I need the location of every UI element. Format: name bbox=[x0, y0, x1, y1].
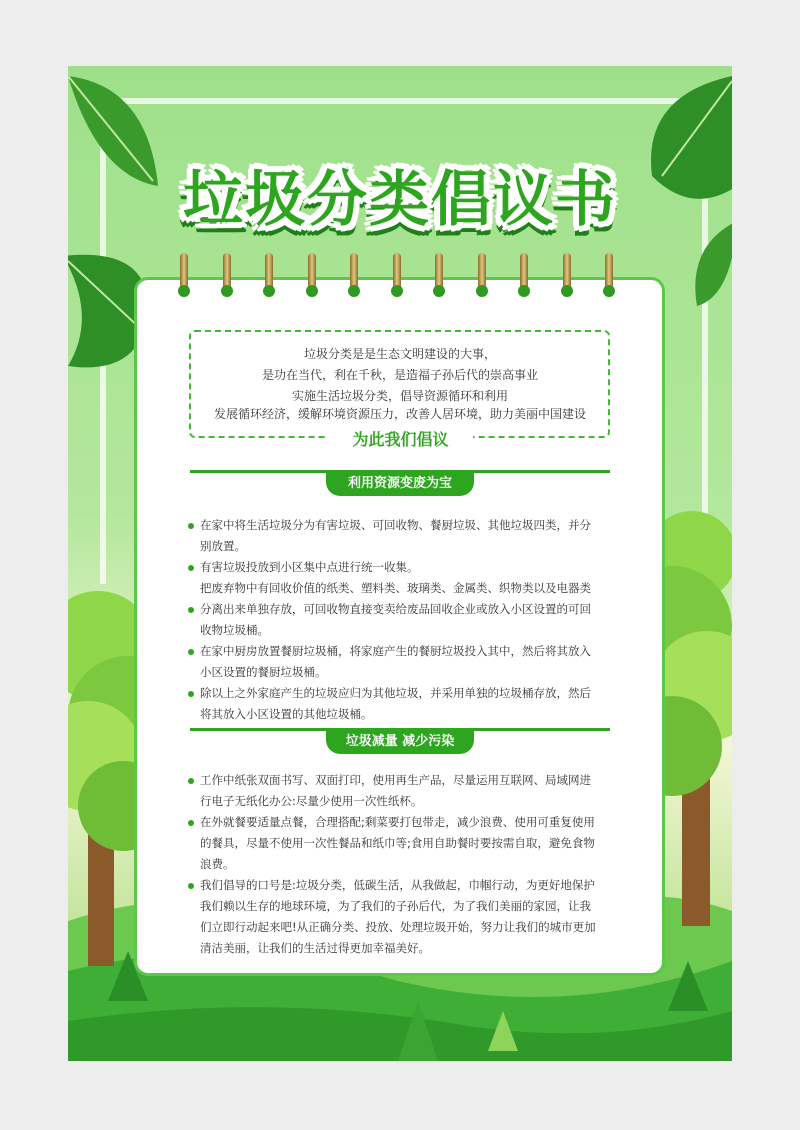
list-item-line: 我们赖以生存的地球环境，为了我们的子孙后代，为了我们美丽的家园，让我 bbox=[200, 899, 591, 913]
bullet-icon bbox=[188, 883, 194, 889]
binder-ring bbox=[520, 253, 528, 293]
list-item-line: 行电子无纸化办公:尽量少使用一次性纸杯。 bbox=[200, 794, 423, 808]
intro-line: 发展循环经济，缓解环境资源压力，改善人居环境，助力美丽中国建设 bbox=[213, 407, 586, 421]
binder-ring bbox=[435, 253, 443, 293]
binder-ring bbox=[308, 253, 316, 293]
list-item-line: 收物垃圾桶。 bbox=[200, 623, 269, 637]
bullet-icon bbox=[188, 607, 194, 613]
intro-line: 实施生活垃圾分类，倡导资源循环和利用 bbox=[291, 389, 508, 403]
list-item-line: 清洁美丽，让我们的生活过得更加幸福美好。 bbox=[200, 941, 430, 955]
section-heading: 利用资源变废为宝 bbox=[326, 472, 474, 496]
binder-ring bbox=[265, 253, 273, 293]
list-item-line: 浪费。 bbox=[200, 857, 235, 871]
list-item-line: 别放置。 bbox=[200, 539, 246, 553]
bullet-icon bbox=[188, 691, 194, 697]
binder-ring bbox=[180, 253, 188, 293]
binder-ring bbox=[350, 253, 358, 293]
binder-ring bbox=[223, 253, 231, 293]
list-item-line: 除以上之外家庭产生的垃圾应归为其他垃圾，并采用单独的垃圾桶存放，然后 bbox=[200, 686, 591, 700]
section-heading: 垃圾减量 减少污染 bbox=[326, 730, 474, 754]
page-title: 垃圾分类倡议书 bbox=[183, 165, 617, 235]
list-item-line: 分离出来单独存放，可回收物直接变卖给废品回收企业或放入小区设置的可回 bbox=[200, 602, 591, 616]
bullet-icon bbox=[188, 820, 194, 826]
binder-ring bbox=[393, 253, 401, 293]
binder-ring bbox=[563, 253, 571, 293]
list-item-line: 小区设置的餐厨垃圾桶。 bbox=[200, 665, 327, 679]
binder-ring bbox=[478, 253, 486, 293]
binder-rings bbox=[180, 253, 630, 299]
list-item-line: 将其放入小区设置的其他垃圾桶。 bbox=[200, 707, 373, 721]
intro-line: 是功在当代，利在千秋，是造福子孙后代的崇高事业 bbox=[261, 368, 538, 382]
list-item-line: 把废弃物中有回收价值的纸类、塑料类、玻璃类、金属类、织物类以及电器类 bbox=[200, 581, 591, 595]
call-to-action: 为此我们倡议 bbox=[328, 427, 473, 450]
bullet-icon bbox=[188, 565, 194, 571]
list-item-line: 在家中将生活垃圾分为有害垃圾、可回收物、餐厨垃圾、其他垃圾四类，并分 bbox=[200, 518, 591, 532]
list-item-line: 们立即行动起来吧!从正确分类、投放、处理垃圾开始，努力让我们的城市更加 bbox=[200, 920, 596, 934]
bullet-icon bbox=[188, 523, 194, 529]
list-item-line: 在家中厨房放置餐厨垃圾桶，将家庭产生的餐厨垃圾投入其中，然后将其放入 bbox=[200, 644, 591, 658]
bullet-icon bbox=[188, 649, 194, 655]
list-item-line: 我们倡导的口号是:垃圾分类，低碳生活，从我做起，巾帼行动，为更好地保护 bbox=[200, 878, 595, 892]
list-item-line: 在外就餐要适量点餐，合理搭配;剩菜要打包带走，减少浪费、使用可重复使用 bbox=[200, 815, 595, 829]
intro-line: 垃圾分类是是生态文明建设的大事， bbox=[303, 347, 496, 361]
binder-ring bbox=[605, 253, 613, 293]
list-item-line: 的餐具，尽量不使用一次性餐品和纸巾等;食用自助餐时要按需自取，避免食物 bbox=[200, 836, 595, 850]
list-item-line: 工作中纸张双面书写、双面打印，使用再生产品，尽量运用互联网、局域网进 bbox=[200, 773, 591, 787]
list-item-line: 有害垃圾投放到小区集中点进行统一收集。 bbox=[200, 560, 419, 574]
bullet-icon bbox=[188, 778, 194, 784]
